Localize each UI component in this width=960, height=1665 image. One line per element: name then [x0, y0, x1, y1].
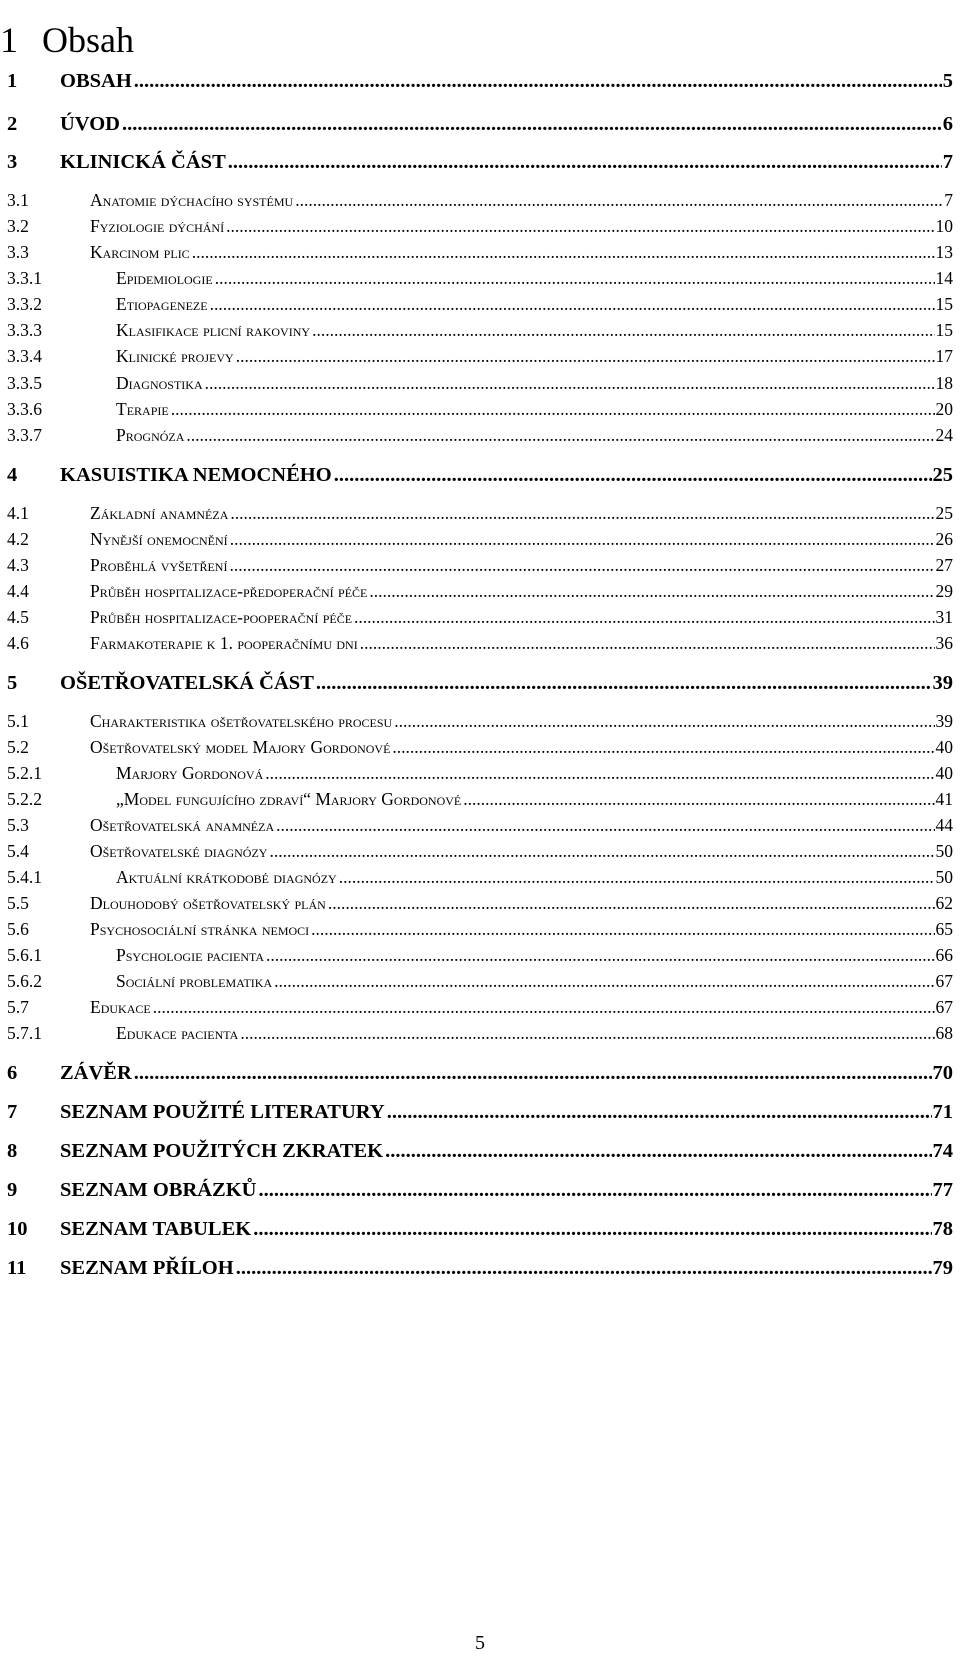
toc-entry-number: 1 — [7, 70, 18, 92]
toc-entry-line — [90, 607, 953, 628]
toc-entry-label: Prognóza — [116, 425, 185, 445]
toc-entry-number: 3.3.2 — [7, 294, 42, 314]
toc-entry-label: Ošetřovatelský model Majory Gordonové — [90, 737, 391, 757]
toc-entry-number: 4.6 — [7, 633, 29, 653]
toc-entry-label: ÚVOD — [60, 113, 120, 135]
toc-entry[interactable] — [0, 1101, 960, 1127]
toc-entry-page: 78 — [932, 1218, 953, 1240]
toc-dot-leader — [153, 997, 935, 1018]
toc-entry-line — [60, 70, 953, 93]
toc-entry[interactable] — [0, 1257, 960, 1283]
toc-dot-leader — [236, 346, 935, 367]
toc-entry[interactable] — [0, 672, 960, 698]
toc-entry-number: 10 — [7, 1218, 28, 1240]
toc-dot-leader — [134, 70, 942, 93]
toc-entry-label: Edukace pacienta — [116, 1023, 239, 1043]
toc-entry-line — [116, 763, 953, 784]
toc-entry-page: 10 — [935, 216, 953, 236]
toc-entry-label: SEZNAM OBRÁZKŮ — [60, 1179, 257, 1201]
toc-entry-number: 5.6.2 — [7, 971, 42, 991]
toc-dot-leader — [312, 320, 934, 341]
toc-dot-leader — [354, 607, 934, 628]
toc-entry[interactable] — [0, 503, 960, 529]
toc-entry-number: 4.3 — [7, 555, 29, 575]
toc-entry[interactable] — [0, 711, 960, 737]
toc-entry-label: Edukace — [90, 997, 151, 1017]
toc-entry[interactable] — [0, 294, 960, 320]
toc-dot-leader — [387, 1101, 932, 1124]
toc-entry-page: 5 — [942, 70, 953, 92]
toc-entry-line — [90, 997, 953, 1018]
toc-entry[interactable] — [0, 113, 960, 139]
toc-dot-leader — [269, 841, 934, 862]
toc-dot-leader — [334, 464, 932, 487]
toc-entry-number: 6 — [7, 1062, 18, 1084]
toc-entry-number: 3.3 — [7, 242, 29, 262]
toc-entry-line — [90, 581, 953, 602]
toc-entry-number: 5.2.1 — [7, 763, 42, 783]
toc-entry[interactable] — [0, 425, 960, 451]
toc-entry-number: 9 — [7, 1179, 18, 1201]
toc-dot-leader — [134, 1062, 932, 1085]
toc-dot-leader — [295, 190, 943, 211]
toc-dot-leader — [186, 425, 934, 446]
toc-entry[interactable] — [0, 1023, 960, 1049]
toc-entry-number: 3.3.3 — [7, 320, 42, 340]
toc-entry-number: 4.5 — [7, 607, 29, 627]
toc-entry[interactable] — [0, 190, 960, 216]
toc-entry-page: 39 — [932, 672, 953, 694]
toc-dot-leader — [215, 268, 935, 289]
toc-entry-label: Epidemiologie — [116, 268, 213, 288]
toc-entry-label: „Model fungujícího zdraví“ Marjory Gordonové — [116, 789, 462, 809]
toc-entry-label: Ošetřovatelské diagnózy — [90, 841, 268, 861]
toc-entry-page: 36 — [935, 633, 953, 653]
toc-entry-line — [116, 789, 953, 810]
toc-entry-page: 77 — [932, 1179, 953, 1201]
toc-entry-page: 31 — [935, 607, 953, 627]
toc-entry-page: 65 — [935, 919, 953, 939]
toc-dot-leader — [265, 763, 934, 784]
toc-entry-label: OŠETŘOVATELSKÁ ČÁST — [60, 672, 314, 694]
toc-entry-number: 3.3.7 — [7, 425, 42, 445]
toc-entry-number: 7 — [7, 1101, 18, 1123]
toc-entry-label: Anatomie dýchacího systému — [90, 190, 294, 210]
toc-entry-line — [90, 633, 953, 654]
toc-dot-leader — [122, 113, 942, 136]
toc-dot-leader — [392, 737, 934, 758]
toc-entry-number: 4.1 — [7, 503, 29, 523]
toc-dot-leader — [240, 1023, 934, 1044]
toc-entry-page: 41 — [935, 789, 953, 809]
toc-entry-line — [116, 346, 953, 367]
toc-entry-label: Klasifikace plicní rakoviny — [116, 320, 311, 340]
toc-dot-leader — [274, 971, 934, 992]
toc-entry[interactable] — [0, 399, 960, 425]
toc-entry-line — [60, 464, 953, 487]
toc-entry-line — [90, 555, 953, 576]
toc-entry-page: 18 — [935, 373, 953, 393]
page-title-text: Obsah — [42, 20, 134, 61]
toc-entry-line — [90, 893, 953, 914]
toc-entry-line — [116, 971, 953, 992]
toc-entry-label: Terapie — [116, 399, 169, 419]
toc-entry-label: Diagnostika — [116, 373, 203, 393]
page-number: 5 — [475, 1632, 485, 1654]
toc-entry-label: Psychologie pacienta — [116, 945, 265, 965]
toc-dot-leader — [311, 919, 934, 940]
toc-entry-line — [116, 425, 953, 446]
toc-entry-number: 5.6 — [7, 919, 29, 939]
toc-entry-label: SEZNAM PŘÍLOH — [60, 1257, 234, 1279]
toc-entry-label: Karcinom plic — [90, 242, 190, 262]
toc-entry-number: 5.6.1 — [7, 945, 42, 965]
toc-entry-label: Sociální problematika — [116, 971, 273, 991]
toc-entry[interactable] — [0, 151, 960, 177]
toc-entry-label: ZÁVĚR — [60, 1062, 132, 1084]
toc-dot-leader — [253, 1218, 931, 1241]
toc-entry-line — [90, 815, 953, 836]
toc-entry-label: Průběh hospitalizace-pooperační péče — [90, 607, 353, 627]
toc-entry[interactable] — [0, 763, 960, 789]
toc-entry-page: 71 — [932, 1101, 953, 1123]
page-title — [0, 20, 134, 60]
toc-entry-page: 67 — [935, 971, 953, 991]
toc-entry-number: 5.2 — [7, 737, 29, 757]
toc-entry-number: 3 — [7, 151, 18, 173]
toc-dot-leader — [229, 555, 934, 576]
toc-entry-page: 74 — [932, 1140, 953, 1162]
toc-entry-label: Ošetřovatelská anamnéza — [90, 815, 275, 835]
toc-entry[interactable] — [0, 320, 960, 346]
toc-entry-line — [90, 841, 953, 862]
toc-dot-leader — [385, 1140, 931, 1163]
toc-dot-leader — [230, 503, 934, 524]
toc-entry-page: 25 — [935, 503, 953, 523]
toc-dot-leader — [360, 633, 935, 654]
toc-entry-number: 3.2 — [7, 216, 29, 236]
toc-entry[interactable] — [0, 70, 960, 96]
toc-entry-page: 67 — [935, 997, 953, 1017]
toc-entry-line — [116, 399, 953, 420]
toc-dot-leader — [230, 529, 935, 550]
toc-entry[interactable] — [0, 945, 960, 971]
toc-entry-line — [60, 1218, 953, 1241]
toc-entry[interactable] — [0, 841, 960, 867]
toc-entry[interactable] — [0, 971, 960, 997]
toc-entry[interactable] — [0, 997, 960, 1023]
toc-entry[interactable] — [0, 216, 960, 242]
toc-dot-leader — [210, 294, 935, 315]
toc-entry-page: 7 — [942, 151, 953, 173]
toc-entry-number: 8 — [7, 1140, 18, 1162]
toc-entry-number: 5.5 — [7, 893, 29, 913]
toc-entry-line — [60, 1062, 953, 1085]
toc-dot-leader — [171, 399, 935, 420]
toc-entry[interactable] — [0, 464, 960, 490]
toc-entry-page: 6 — [942, 113, 953, 135]
toc-entry[interactable] — [0, 789, 960, 815]
toc-entry-label: Klinické projevy — [116, 346, 234, 366]
toc-entry-label: SEZNAM TABULEK — [60, 1218, 252, 1240]
toc-entry-line — [116, 320, 953, 341]
toc-dot-leader — [258, 1179, 931, 1202]
toc-entry-label: Dlouhodobý ošetřovatelský plán — [90, 893, 326, 913]
toc-entry-line — [60, 113, 953, 136]
toc-dot-leader — [266, 945, 934, 966]
toc-entry-line — [116, 294, 953, 315]
toc-entry-line — [60, 1101, 953, 1124]
toc-entry-label: Fyziologie dýchání — [90, 216, 225, 236]
toc-entry-page: 26 — [935, 529, 953, 549]
toc-entry-label: Charakteristika ošetřovatelského procesu — [90, 711, 393, 731]
toc-entry-number: 5.1 — [7, 711, 29, 731]
toc-entry-number: 5.2.2 — [7, 789, 42, 809]
toc-entry[interactable] — [0, 1140, 960, 1166]
toc-entry-number: 3.3.5 — [7, 373, 42, 393]
toc-entry-number: 3.3.1 — [7, 268, 42, 288]
toc-dot-leader — [394, 711, 934, 732]
toc-dot-leader — [316, 672, 932, 695]
toc-entry[interactable] — [0, 737, 960, 763]
toc-entry-number: 4 — [7, 464, 18, 486]
toc-entry-page: 39 — [935, 711, 953, 731]
toc-entry-line — [90, 190, 953, 211]
toc-entry-number: 3.1 — [7, 190, 29, 210]
toc-dot-leader — [205, 373, 935, 394]
toc-entry-label: KLINICKÁ ČÁST — [60, 151, 226, 173]
toc-entry-page: 25 — [932, 464, 953, 486]
toc-entry-label: Proběhlá vyšetření — [90, 555, 228, 575]
toc-entry[interactable] — [0, 919, 960, 945]
toc-entry-number: 4.2 — [7, 529, 29, 549]
toc-entry-page: 15 — [935, 294, 953, 314]
toc-entry-label: Aktuální krátkodobé diagnózy — [116, 867, 337, 887]
toc-entry-line — [90, 711, 953, 732]
toc-dot-leader — [369, 581, 934, 602]
toc-entry[interactable] — [0, 242, 960, 268]
toc-entry-line — [90, 737, 953, 758]
toc-entry-page: 68 — [935, 1023, 953, 1043]
toc-dot-leader — [339, 867, 935, 888]
toc-entry-line — [90, 919, 953, 940]
toc-entry[interactable] — [0, 607, 960, 633]
toc-entry[interactable] — [0, 581, 960, 607]
toc-entry[interactable] — [0, 893, 960, 919]
toc-entry[interactable] — [0, 1062, 960, 1088]
toc-entry-line — [60, 151, 953, 174]
toc-entry[interactable] — [0, 867, 960, 893]
toc-entry[interactable] — [0, 633, 960, 659]
toc-entry-label: Psychosociální stránka nemoci — [90, 919, 310, 939]
toc-dot-leader — [463, 789, 934, 810]
toc-entry-number: 5.4 — [7, 841, 29, 861]
toc-entry-label: Nynější onemocnění — [90, 529, 228, 549]
toc-entry-page: 7 — [944, 190, 953, 210]
toc-entry-line — [90, 529, 953, 550]
toc-entry-page: 70 — [932, 1062, 953, 1084]
toc-entry-number: 5.4.1 — [7, 867, 42, 887]
toc-entry-line — [90, 242, 953, 263]
toc-dot-leader — [236, 1257, 932, 1280]
toc-entry-page: 27 — [935, 555, 953, 575]
toc-entry[interactable] — [0, 529, 960, 555]
toc-entry-number: 5 — [7, 672, 18, 694]
toc-entry-line — [90, 503, 953, 524]
toc-entry[interactable] — [0, 346, 960, 372]
toc-entry-label: OBSAH — [60, 70, 132, 92]
toc-entry[interactable] — [0, 373, 960, 399]
toc-dot-leader — [226, 216, 934, 237]
toc-entry-line — [60, 1140, 953, 1163]
toc-entry-line — [60, 1257, 953, 1280]
toc-entry-number: 3.3.4 — [7, 346, 42, 366]
toc-entry-label: SEZNAM POUŽITÝCH ZKRATEK — [60, 1140, 384, 1162]
toc-entry-number: 11 — [7, 1257, 27, 1279]
toc-entry-line — [116, 1023, 953, 1044]
toc-entry-line — [116, 945, 953, 966]
toc-entry-line — [116, 268, 953, 289]
toc-entry[interactable] — [0, 1218, 960, 1244]
toc-entry-page: 62 — [935, 893, 953, 913]
toc-entry-page: 79 — [932, 1257, 953, 1279]
toc-entry-number: 5.3 — [7, 815, 29, 835]
toc-entry-line — [60, 672, 953, 695]
toc-entry-page: 50 — [935, 841, 953, 861]
toc-entry-label: KASUISTIKA NEMOCNÉHO — [60, 464, 332, 486]
toc-entry-label: Marjory Gordonová — [116, 763, 264, 783]
toc-entry-number: 4.4 — [7, 581, 29, 601]
toc-entry-page: 40 — [935, 763, 953, 783]
toc-dot-leader — [328, 893, 935, 914]
toc-entry-label: Farmakoterapie k 1. pooperačnímu dni — [90, 633, 358, 653]
toc-entry-page: 29 — [935, 581, 953, 601]
toc-entry-line — [116, 373, 953, 394]
toc-entry-page: 15 — [935, 320, 953, 340]
toc-entry-label: Etiopageneze — [116, 294, 208, 314]
toc-entry-page: 40 — [935, 737, 953, 757]
page-title-number: 1 — [0, 20, 18, 61]
toc-entry[interactable] — [0, 555, 960, 581]
toc-entry-label: Základní anamnéza — [90, 503, 229, 523]
toc-entry-page: 24 — [935, 425, 953, 445]
toc-entry[interactable] — [0, 1179, 960, 1205]
toc-entry-page: 17 — [935, 346, 953, 366]
toc-entry-page: 44 — [935, 815, 953, 835]
toc-entry-label: SEZNAM POUŽITÉ LITERATURY — [60, 1101, 385, 1123]
toc-entry-line — [90, 216, 953, 237]
toc-entry[interactable] — [0, 268, 960, 294]
toc-dot-leader — [276, 815, 934, 836]
toc-entry-number: 5.7 — [7, 997, 29, 1017]
toc-entry-number: 2 — [7, 113, 18, 135]
toc-entry-line — [60, 1179, 953, 1202]
toc-entry-page: 13 — [935, 242, 953, 262]
toc-dot-leader — [228, 151, 942, 174]
toc-entry-line — [116, 867, 953, 888]
toc-entry-label: Průběh hospitalizace-předoperační péče — [90, 581, 368, 601]
toc-entry-page: 66 — [935, 945, 953, 965]
toc-entry-page: 20 — [935, 399, 953, 419]
toc-entry-page: 14 — [935, 268, 953, 288]
toc-entry[interactable] — [0, 815, 960, 841]
toc-entry-number: 5.7.1 — [7, 1023, 42, 1043]
toc-entry-number: 3.3.6 — [7, 399, 42, 419]
toc-dot-leader — [192, 242, 935, 263]
toc-entry-page: 50 — [935, 867, 953, 887]
